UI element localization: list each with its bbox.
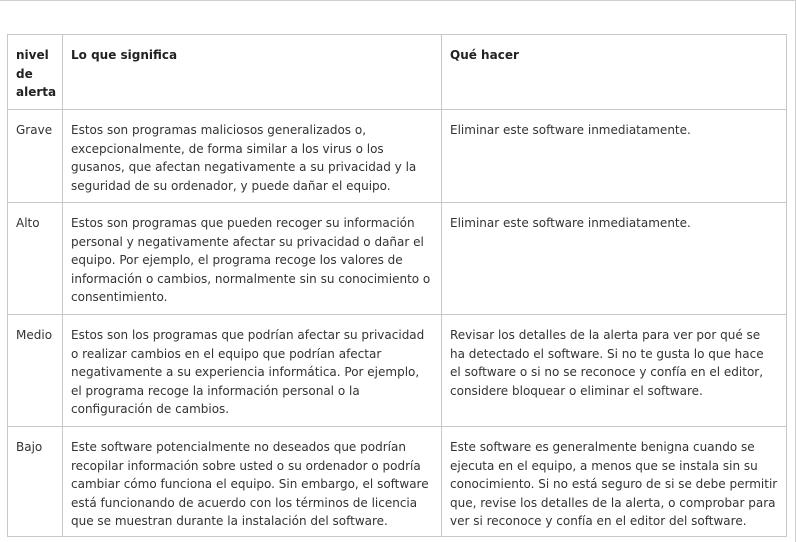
table-row [8, 203, 787, 315]
meaning-cell: Este software potencialmente no deseados que podrían recopilar información sobre usted o su ordenador o podría cambiar cómo funciona el equipo. Sin embargo, el software está funcionando de acuerdo con los términos de licencia que se muestran durante la instalación del software. [63, 427, 442, 537]
alert-level-cell: Alto [8, 203, 63, 315]
header-what-to-do: Qué hacer [442, 35, 787, 110]
alert-level-cell: Bajo [8, 427, 63, 537]
action-cell: Eliminar este software inmediatamente. [442, 110, 787, 203]
action-cell: Revisar los detalles de la alerta para ver por qué se ha detectado el software. Si no te gusta lo que hace el software o si no se reconoce y confía en el editor, considere bloquear o eliminar el software. [442, 315, 787, 427]
table-row [8, 110, 787, 203]
header-alert-level: nivel de alerta [8, 35, 63, 110]
meaning-cell: Estos son programas maliciosos generalizados o, excepcionalmente, de forma similar a los virus o los gusanos, que afectan negativamente a su privacidad y la seguridad de su ordenador, y puede dañar el equipo. [63, 110, 442, 203]
table-header-row [8, 35, 787, 110]
alert-level-cell: Medio [8, 315, 63, 427]
table-row [8, 427, 787, 537]
header-meaning: Lo que significa [63, 35, 442, 110]
table-row [8, 315, 787, 427]
alert-levels-table [7, 34, 787, 537]
alert-level-cell: Grave [8, 110, 63, 203]
meaning-cell: Estos son programas que pueden recoger su información personal y negativamente afectar su privacidad o dañar el equipo. Por ejemplo, el programa recoge los valores de información o cambios, normalmente sin su conocimiento o consentimiento. [63, 203, 442, 315]
action-cell: Este software es generalmente benigna cuando se ejecuta en el equipo, a menos que se instala sin su conocimiento. Si no está seguro de si se debe permitir que, revise los detalles de la alerta, o comprobar para ver si reconoce y confía en el editor del software. [442, 427, 787, 537]
meaning-cell: Estos son los programas que podrían afectar su privacidad o realizar cambios en el equipo que podrían afectar negativamente a su experiencia informática. Por ejemplo, el programa recoge la información personal o la configuración de cambios. [63, 315, 442, 427]
action-cell: Eliminar este software inmediatamente. [442, 203, 787, 315]
